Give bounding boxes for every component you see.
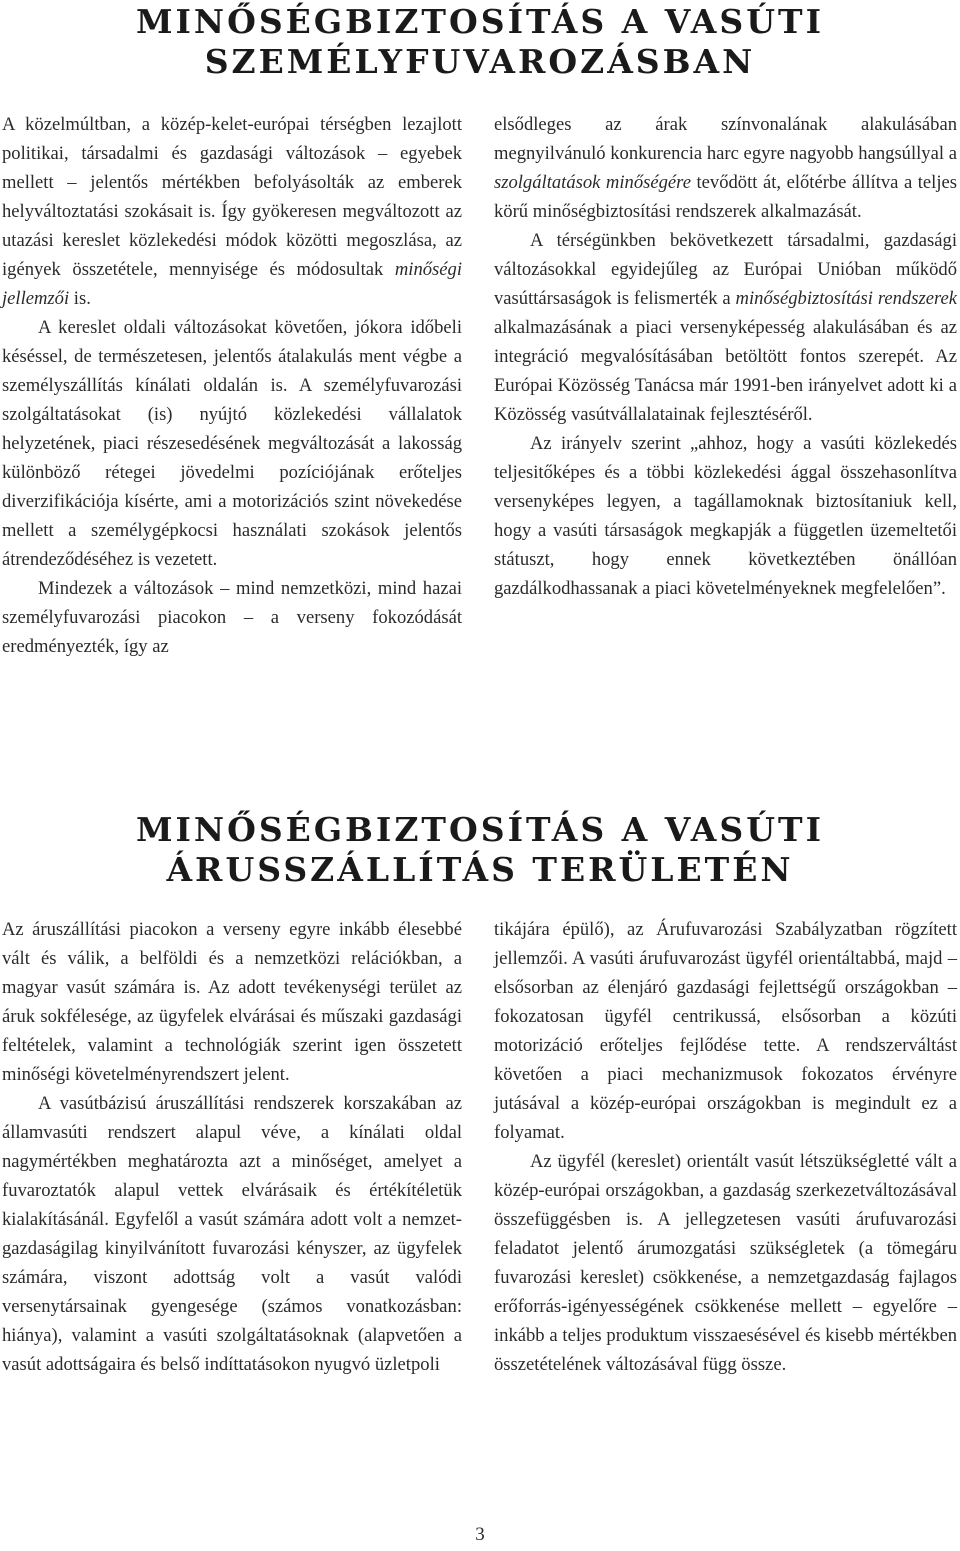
paragraph-text: is. — [69, 288, 91, 309]
section-2-right-column — [494, 915, 957, 1379]
paragraph-text: A térségünkben bekövetkezett társadalmi, gazdasági változásokkal egyidejűleg az Európai Unióban működő vasúttársaságok is felismerték a — [494, 230, 957, 309]
section-1-right-column — [494, 110, 957, 603]
section-2-title-line-2: ÁRUSSZÁLLÍTÁS TERÜLETÉN — [166, 850, 794, 889]
section-2-paragraph-4: Az ügyfél (kereslet) orientált vasút létszükségletté vált a közép-európai országokban, a gazdaság szerkezetváltozásával összefüggésben is. A jellegzetesen vasúti árufuvarozási feladatot jelentő árumozgatási szükségletek (a tömegáru fuvarozási kereslet) csökkenése, a nemzetgazdaság fajlagos erőforrás-igényességének csökkenése mellett – egyelőre – inkább a teljes produktum visszaesésével és kisebb mértékben összetételének változásával függ össze. — [494, 1151, 957, 1375]
section-1-paragraph-1 — [2, 110, 462, 313]
paragraph-text: A személyfuvarozási szolgáltatásokat (is) nyújtó közlekedési vállalatok helyzetének, piaci részesedésének megváltozását a lakosság különböző rétegei jövedelmi pozíciójának erőteljes diverzifikációja kísérte, ami a motorizációs szint növekedése mellett a személygépkocsi használati szokások jelentős átrendeződéséhez is vezetett. — [2, 375, 462, 570]
paragraph-text: elsődleges az árak színvonalának alakulásában megnyilvánuló konkurencia harc egyre nagyobb hangsúllyal a — [494, 114, 957, 164]
section-1-paragraph-3: Mindezek a változások – mind nemzetközi, mind hazai személyfuvarozási piacokon – a verseny fokozódását eredményezték, így az — [2, 578, 462, 657]
section-2-paragraph-1: Az áruszállítási piacokon a verseny egyre inkább élesebbé vált és válik, a belföldi és a nemzetközi relációkban, a magyar vasút számára is. Az adott tevékenységi terület az áruk sokfélesége, az ügyfelek elvárásai és műszaki gazdasági feltételek, valamint a technológiák szerint igen összetett minőségi követelményrendszert jelent. — [2, 919, 462, 1085]
section-1-paragraph-6: Az irányelv szerint „ahhoz, hogy a vasúti közlekedés teljesitőképes és a többi közlekedési ággal összehasonlítva versenyképes legyen, a tagállamoknak biztosítaniuk kell, hogy a vasúti társaságok megkapják a független üzemeltetői státuszt, hogy ennek következtében önállóan gazdálkodhassanak a piaci követelményeknek megfelelően”. — [494, 433, 957, 599]
paragraph-text: A kereslet oldali változásokat követően, jókora időbeli késéssel, de természetesen, jelentős átalakulás ment végbe a személyszállítás kínálati oldalán is. — [2, 317, 462, 396]
section-1-left-column — [2, 110, 462, 661]
emphasis-text: minőségi jellemzői — [2, 259, 462, 309]
emphasis-text: szolgáltatások minőségére — [494, 172, 691, 193]
section-1-title — [0, 2, 960, 82]
section-1-paragraph-5 — [494, 226, 957, 429]
emphasis-text: minőségbiztosítási rendszerek — [735, 288, 957, 309]
section-1-paragraph-2 — [2, 313, 462, 574]
paragraph-text: A közelmúltban, a közép-kelet-európai térségben lezajlott politikai, társadalmi és gazdasági változások – egyebek mellett – jelentős mértékben befolyásolták az emberek helyváltoztatási szokásait is. Így gyökeresen megváltozott az utazási kereslet közlekedési módok közötti megoszlása, az igények összetétele, mennyisége és módosultak — [2, 114, 462, 280]
section-1-paragraph-4 — [494, 110, 957, 226]
section-1-title-line-2: SZEMÉLYFUVAROZÁSBAN — [204, 42, 756, 81]
section-2-title-line-1: MINŐSÉGBIZTOSÍTÁS A VASÚTI — [135, 810, 825, 849]
section-2-paragraph-2: A vasútbázisú áruszállítási rendszerek korszakában az államvasúti rendszert alapul véve, a kínálati oldal nagymértékben meghatározta azt a minőséget, amelyet a fuvaroztatók alapul vettek elvárásaik és értékítéletük kialakításánál. Egyfelől a vasút számára adott volt a nemzetgazdaságilag kinyilvánított fuvarozási kényszer, az ügyfelek számára, viszont adottság volt a vasút valódi versenytársainak gyengesége (számos vonatkozásban: hiánya), valamint a vasúti szolgáltatásoknak (alapvetően a vasút adottságaira és belső indíttatásokon nyugvó üzletpoli — [2, 1093, 462, 1375]
section-2-title — [0, 810, 960, 890]
page-number: 3 — [475, 1524, 485, 1545]
section-2-paragraph-3: tikájára épülő), az Árufuvarozási Szabályzatban rögzített jellemzői. A vasúti árufuvarozást ügyfél orientáltabbá, majd – elsősorban az élenjáró gazdasági fejlettségű országokban – fokozatosan ügyfél centrikussá, elsősorban a közúti motorizáció erőteljes fejlődése tette. A rendszerváltást követően a piaci mechanizmusok fokozatos érvényre jutásával a közép-európai országokban is megindult ez a folyamat. — [494, 919, 957, 1143]
paragraph-text: alkalmazásának a piaci versenyképesség alakulásában és az integráció megvalósításában betöltött fontos szerepét. Az Európai Közösség Tanácsa már 1991-ben irányelvet adott ki a Közösség vasútvállalatainak fejlesztéséről. — [494, 317, 957, 425]
paragraph-text: tevődött át, előtérbe állítva a teljes körű minőségbiztosítási rendszerek alkalmazását. — [494, 172, 957, 222]
section-2-left-column — [2, 915, 462, 1379]
section-1-title-line-1: MINŐSÉGBIZTOSÍTÁS A VASÚTI — [135, 2, 825, 41]
